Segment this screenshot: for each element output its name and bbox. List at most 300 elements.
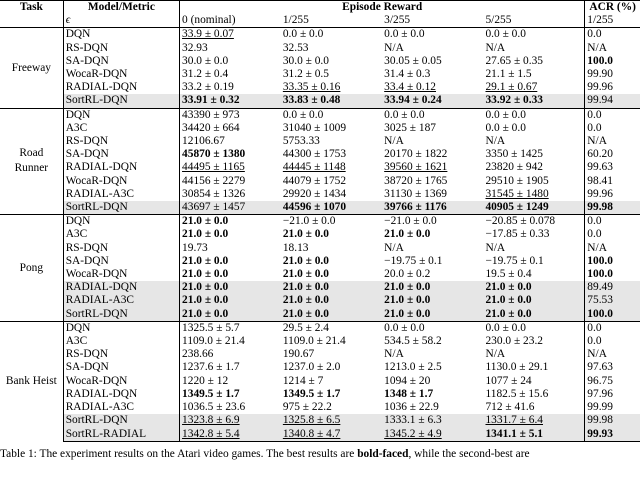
reward-value: 0.0 ± 0.0: [485, 108, 526, 121]
reward-value: 31.4 ± 0.3: [384, 68, 431, 81]
task-name: Bank Heist: [0, 321, 63, 441]
acr-cell: [585, 335, 640, 348]
table-row: [0, 188, 640, 201]
reward-cell: [180, 108, 281, 122]
acr-value: 99.90: [587, 68, 613, 81]
acr-value: 99.96: [587, 187, 613, 200]
reward-value: 0.0 ± 0.0: [485, 28, 526, 41]
reward-cell: [483, 242, 584, 255]
reward-value: 38720 ± 1765: [384, 174, 448, 187]
reward-value: 33.2 ± 0.19: [182, 81, 234, 94]
reward-value: 21.0 ± 0.0: [384, 307, 431, 320]
reward-cell: [281, 68, 382, 81]
acr-value: 99.98: [587, 414, 613, 427]
reward-cell: [382, 188, 483, 201]
acr-value: N/A: [587, 348, 607, 361]
reward-cell: [281, 268, 382, 281]
model-name: SA-DQN: [63, 55, 179, 68]
model-name: SortRL-DQN: [63, 201, 179, 215]
reward-cell: [483, 308, 584, 322]
model-name: WocaR-DQN: [63, 375, 179, 388]
reward-cell: [483, 428, 584, 442]
reward-cell: [483, 55, 584, 68]
acr-cell: [585, 81, 640, 94]
model-name: DQN: [63, 321, 179, 335]
task-name: Pong: [0, 215, 63, 322]
reward-value: 33.9 ± 0.07: [182, 28, 234, 41]
reward-cell: [281, 28, 382, 42]
reward-value: 43697 ± 1457: [182, 201, 246, 214]
reward-cell: [382, 414, 483, 427]
model-name: SortRL-DQN: [63, 414, 179, 427]
model-name: RS-DQN: [63, 242, 179, 255]
table-row: [0, 55, 640, 68]
reward-value: −19.75 ± 0.1: [485, 254, 544, 267]
reward-value: 30.0 ± 0.0: [182, 54, 229, 67]
acr-cell: [585, 361, 640, 374]
reward-cell: [483, 388, 584, 401]
reward-cell: [382, 228, 483, 241]
acr-cell: [585, 428, 640, 442]
acr-value: 99.93: [587, 427, 613, 440]
reward-cell: [483, 348, 584, 361]
reward-value: 29510 ± 1905: [485, 174, 549, 187]
reward-cell: [281, 401, 382, 414]
reward-cell: [281, 335, 382, 348]
reward-cell: [281, 281, 382, 294]
reward-cell: [483, 28, 584, 42]
acr-cell: [585, 68, 640, 81]
reward-value: 0.0 ± 0.0: [282, 28, 324, 41]
reward-value: 238.66: [182, 348, 214, 361]
reward-value: 1036 ± 22.9: [384, 401, 439, 414]
reward-value: 1237.6 ± 1.7: [182, 361, 240, 374]
reward-value: 21.0 ± 0.0: [282, 268, 329, 281]
acr-value: 0.0: [587, 108, 602, 121]
reward-value: 1325.8 ± 6.5: [282, 414, 341, 427]
table-row: [0, 321, 640, 335]
reward-cell: [180, 94, 281, 108]
acr-value: 75.53: [587, 294, 613, 307]
reward-cell: [483, 255, 584, 268]
acr-cell: [585, 215, 640, 229]
reward-cell: [281, 348, 382, 361]
reward-cell: [382, 242, 483, 255]
reward-cell: [382, 42, 483, 55]
acr-value: 0.0: [587, 321, 602, 334]
reward-value: 1109.0 ± 21.4: [282, 335, 346, 348]
reward-value: N/A: [384, 41, 404, 54]
reward-cell: [180, 268, 281, 281]
reward-value: 27.65 ± 0.35: [485, 54, 543, 67]
reward-cell: [180, 215, 281, 229]
reward-cell: [483, 108, 584, 122]
reward-cell: [180, 175, 281, 188]
reward-value: −20.85 ± 0.078: [485, 215, 556, 228]
reward-value: 190.67: [282, 348, 315, 361]
reward-cell: [483, 161, 584, 174]
table-row: [0, 335, 640, 348]
reward-cell: [483, 321, 584, 335]
reward-value: 43390 ± 973: [182, 108, 240, 121]
reward-cell: [180, 42, 281, 55]
reward-value: 44300 ± 1753: [282, 148, 347, 161]
model-name: RADIAL-A3C: [63, 294, 179, 307]
reward-cell: [180, 201, 281, 215]
reward-cell: [180, 388, 281, 401]
model-name: RADIAL-DQN: [63, 281, 179, 294]
reward-value: 31.2 ± 0.5: [282, 68, 329, 81]
acr-cell: [585, 294, 640, 307]
reward-value: 20170 ± 1822: [384, 148, 448, 161]
header-epsilon: ϵ: [63, 14, 179, 28]
acr-cell: [585, 175, 640, 188]
results-body: [0, 28, 640, 441]
reward-value: 18.13: [282, 241, 309, 254]
reward-value: N/A: [485, 41, 506, 54]
reward-cell: [281, 108, 382, 122]
model-name: WocaR-DQN: [63, 175, 179, 188]
acr-value: 97.63: [587, 361, 613, 374]
reward-value: 33.91 ± 0.32: [182, 94, 240, 107]
reward-value: 1213.0 ± 2.5: [384, 361, 442, 374]
reward-value: 21.0 ± 0.0: [384, 228, 431, 241]
caption-suffix: , while the second-best are: [408, 447, 530, 460]
reward-value: 0.0 ± 0.0: [485, 321, 526, 334]
acr-value: 99.96: [587, 81, 613, 94]
reward-cell: [382, 161, 483, 174]
model-name: RADIAL-A3C: [63, 188, 179, 201]
reward-cell: [483, 375, 584, 388]
reward-cell: [281, 122, 382, 135]
reward-cell: [483, 68, 584, 81]
reward-value: 44156 ± 2279: [182, 174, 246, 187]
reward-cell: [382, 215, 483, 229]
reward-cell: [180, 188, 281, 201]
reward-cell: [180, 321, 281, 335]
reward-value: 21.0 ± 0.0: [182, 294, 229, 307]
caption-bold-word: bold-faced: [357, 447, 409, 460]
acr-value: 0.0: [587, 215, 602, 228]
reward-value: 3025 ± 187: [384, 121, 436, 134]
reward-value: 0.0 ± 0.0: [384, 321, 425, 334]
reward-cell: [382, 201, 483, 215]
model-name: DQN: [63, 108, 179, 122]
reward-value: 21.1 ± 1.5: [485, 68, 532, 81]
reward-cell: [382, 255, 483, 268]
reward-value: 21.0 ± 0.0: [182, 268, 229, 281]
reward-value: 19.5 ± 0.4: [485, 268, 532, 281]
reward-value: 0.0 ± 0.0: [384, 28, 425, 41]
reward-value: 1237.0 ± 2.0: [282, 361, 341, 374]
reward-value: 29.1 ± 0.67: [485, 81, 538, 94]
header-eps-1: 1/255: [281, 14, 382, 28]
model-name: SA-DQN: [63, 255, 179, 268]
table-row: [0, 242, 640, 255]
model-name: SortRL-DQN: [63, 308, 179, 322]
table-row: [0, 268, 640, 281]
reward-value: 230.0 ± 23.2: [485, 335, 543, 348]
acr-value: 99.94: [587, 94, 613, 107]
acr-value: 99.99: [587, 401, 613, 414]
reward-value: 1036.5 ± 23.6: [182, 401, 246, 414]
reward-cell: [382, 68, 483, 81]
acr-value: N/A: [587, 135, 607, 148]
table-row: [0, 94, 640, 108]
reward-cell: [382, 122, 483, 135]
reward-cell: [281, 321, 382, 335]
reward-cell: [281, 375, 382, 388]
acr-cell: [585, 401, 640, 414]
reward-value: 1331.7 ± 6.4: [485, 414, 543, 427]
acr-cell: [585, 108, 640, 122]
header-model-metric: Model/Metric: [63, 1, 179, 15]
reward-value: 23820 ± 942: [485, 161, 543, 174]
table-row: [0, 401, 640, 414]
reward-value: 44079 ± 1752: [282, 174, 347, 187]
reward-value: N/A: [384, 135, 404, 148]
reward-cell: [180, 361, 281, 374]
acr-value: 89.49: [587, 281, 613, 294]
model-name: RADIAL-DQN: [63, 161, 179, 174]
reward-value: 21.0 ± 0.0: [182, 228, 229, 241]
reward-cell: [382, 55, 483, 68]
reward-cell: [180, 122, 281, 135]
reward-cell: [483, 215, 584, 229]
reward-value: −21.0 ± 0.0: [282, 215, 336, 228]
reward-value: N/A: [485, 135, 506, 148]
acr-value: 100.0: [587, 268, 613, 281]
acr-value: 0.0: [587, 335, 602, 348]
reward-cell: [281, 94, 382, 108]
reward-cell: [483, 94, 584, 108]
reward-value: 21.0 ± 0.0: [182, 281, 229, 294]
reward-cell: [382, 94, 483, 108]
reward-value: 1349.5 ± 1.7: [182, 387, 240, 400]
reward-value: 34420 ± 664: [182, 121, 240, 134]
reward-value: 39766 ± 1176: [384, 201, 447, 214]
reward-value: 5753.33: [282, 135, 320, 148]
reward-cell: [180, 68, 281, 81]
reward-cell: [281, 148, 382, 161]
table-row: [0, 255, 640, 268]
reward-value: 21.0 ± 0.0: [182, 215, 229, 228]
reward-cell: [382, 175, 483, 188]
reward-value: 1220 ± 12: [182, 374, 229, 387]
acr-cell: [585, 201, 640, 215]
reward-value: 0.0 ± 0.0: [485, 121, 526, 134]
reward-value: 1130.0 ± 29.1: [485, 361, 549, 374]
reward-cell: [382, 148, 483, 161]
reward-cell: [281, 55, 382, 68]
reward-value: 31130 ± 1369: [384, 187, 447, 200]
reward-value: 33.94 ± 0.24: [384, 94, 442, 107]
reward-cell: [382, 268, 483, 281]
reward-value: 30.0 ± 0.0: [282, 54, 329, 67]
reward-cell: [483, 268, 584, 281]
reward-value: 534.5 ± 58.2: [384, 335, 442, 348]
reward-value: 21.0 ± 0.0: [384, 294, 431, 307]
table-row: [0, 215, 640, 229]
acr-cell: [585, 414, 640, 427]
header-acr-eps: 1/255: [585, 14, 640, 28]
reward-cell: [180, 228, 281, 241]
reward-cell: [180, 335, 281, 348]
acr-value: N/A: [587, 41, 607, 54]
reward-value: 21.0 ± 0.0: [384, 281, 431, 294]
acr-cell: [585, 375, 640, 388]
acr-value: 0.0: [587, 228, 602, 241]
reward-cell: [483, 42, 584, 55]
reward-value: 1349.5 ± 1.7: [282, 387, 341, 400]
reward-value: 44596 ± 1070: [282, 201, 347, 214]
reward-value: 1345.2 ± 4.9: [384, 427, 442, 440]
acr-cell: [585, 268, 640, 281]
reward-value: 1182.5 ± 15.6: [485, 387, 549, 400]
table-row: [0, 428, 640, 442]
reward-cell: [281, 414, 382, 427]
reward-cell: [382, 335, 483, 348]
acr-value: 100.0: [587, 54, 613, 67]
reward-cell: [281, 161, 382, 174]
reward-cell: [483, 148, 584, 161]
table-row: [0, 228, 640, 241]
reward-cell: [483, 188, 584, 201]
table-row: [0, 201, 640, 215]
model-name: DQN: [63, 28, 179, 42]
acr-value: 96.75: [587, 374, 613, 387]
reward-value: −19.75 ± 0.1: [384, 254, 443, 267]
acr-cell: [585, 55, 640, 68]
acr-cell: [585, 135, 640, 148]
model-name: RADIAL-DQN: [63, 81, 179, 94]
acr-cell: [585, 388, 640, 401]
reward-value: 21.0 ± 0.0: [282, 307, 329, 320]
reward-cell: [281, 228, 382, 241]
reward-cell: [281, 135, 382, 148]
reward-value: 32.93: [182, 41, 208, 54]
header-blank: [0, 14, 63, 28]
reward-value: 21.0 ± 0.0: [485, 307, 532, 320]
reward-value: 31040 ± 1009: [282, 121, 347, 134]
reward-cell: [180, 401, 281, 414]
reward-cell: [180, 308, 281, 322]
reward-value: 20.0 ± 0.2: [384, 268, 431, 281]
reward-cell: [180, 281, 281, 294]
reward-cell: [281, 201, 382, 215]
reward-cell: [281, 188, 382, 201]
reward-value: 1341.1 ± 5.1: [485, 427, 543, 440]
reward-cell: [180, 28, 281, 42]
reward-value: 33.4 ± 0.12: [384, 81, 436, 94]
reward-value: 45870 ± 1380: [182, 148, 246, 161]
acr-cell: [585, 122, 640, 135]
reward-cell: [180, 135, 281, 148]
model-name: RS-DQN: [63, 42, 179, 55]
reward-value: −17.85 ± 0.33: [485, 228, 550, 241]
acr-cell: [585, 308, 640, 322]
reward-cell: [382, 361, 483, 374]
reward-value: 29920 ± 1434: [282, 187, 347, 200]
model-name: WocaR-DQN: [63, 68, 179, 81]
acr-cell: [585, 28, 640, 42]
reward-cell: [382, 28, 483, 42]
acr-cell: [585, 148, 640, 161]
reward-value: 21.0 ± 0.0: [182, 307, 229, 320]
reward-value: 19.73: [182, 241, 208, 254]
reward-value: 1333.1 ± 6.3: [384, 414, 442, 427]
reward-cell: [281, 388, 382, 401]
header-acr: ACR (%): [585, 1, 640, 15]
table-row: [0, 388, 640, 401]
table-row: [0, 161, 640, 174]
acr-cell: [585, 281, 640, 294]
table-row: [0, 375, 640, 388]
reward-value: 33.92 ± 0.33: [485, 94, 543, 107]
acr-cell: [585, 348, 640, 361]
model-name: WocaR-DQN: [63, 268, 179, 281]
table-row: [0, 414, 640, 427]
table-row: [0, 108, 640, 122]
reward-cell: [382, 281, 483, 294]
reward-cell: [281, 428, 382, 442]
reward-value: 39560 ± 1621: [384, 161, 448, 174]
reward-cell: [382, 375, 483, 388]
reward-value: −21.0 ± 0.0: [384, 215, 437, 228]
reward-cell: [180, 414, 281, 427]
reward-cell: [483, 201, 584, 215]
table-row: [0, 122, 640, 135]
reward-cell: [483, 281, 584, 294]
reward-value: N/A: [384, 241, 404, 254]
reward-value: 3350 ± 1425: [485, 148, 543, 161]
acr-value: 100.0: [587, 254, 613, 267]
reward-cell: [180, 428, 281, 442]
header-eps-3: 3/255: [382, 14, 483, 28]
model-name: RADIAL-DQN: [63, 388, 179, 401]
reward-cell: [382, 428, 483, 442]
model-name: SA-DQN: [63, 148, 179, 161]
acr-value: 100.0: [587, 307, 613, 320]
reward-cell: [180, 242, 281, 255]
reward-cell: [281, 361, 382, 374]
reward-value: 1109.0 ± 21.4: [182, 335, 245, 348]
reward-cell: [281, 308, 382, 322]
reward-cell: [382, 108, 483, 122]
table-row: [0, 81, 640, 94]
reward-value: 44445 ± 1148: [282, 161, 346, 174]
reward-value: 33.35 ± 0.16: [282, 81, 341, 94]
reward-cell: [180, 161, 281, 174]
reward-value: 21.0 ± 0.0: [282, 228, 329, 241]
task-name: Freeway: [0, 28, 63, 108]
reward-value: 0.0 ± 0.0: [384, 108, 425, 121]
reward-value: N/A: [485, 348, 506, 361]
reward-value: 31.2 ± 0.4: [182, 68, 229, 81]
reward-cell: [483, 294, 584, 307]
table-row: [0, 294, 640, 307]
reward-cell: [483, 175, 584, 188]
reward-cell: [483, 401, 584, 414]
reward-value: 21.0 ± 0.0: [282, 281, 329, 294]
reward-cell: [180, 255, 281, 268]
acr-cell: [585, 161, 640, 174]
reward-cell: [281, 242, 382, 255]
reward-value: 1077 ± 24: [485, 374, 532, 387]
reward-value: 30854 ± 1326: [182, 187, 246, 200]
model-name: DQN: [63, 215, 179, 229]
reward-value: 40905 ± 1249: [485, 201, 549, 214]
